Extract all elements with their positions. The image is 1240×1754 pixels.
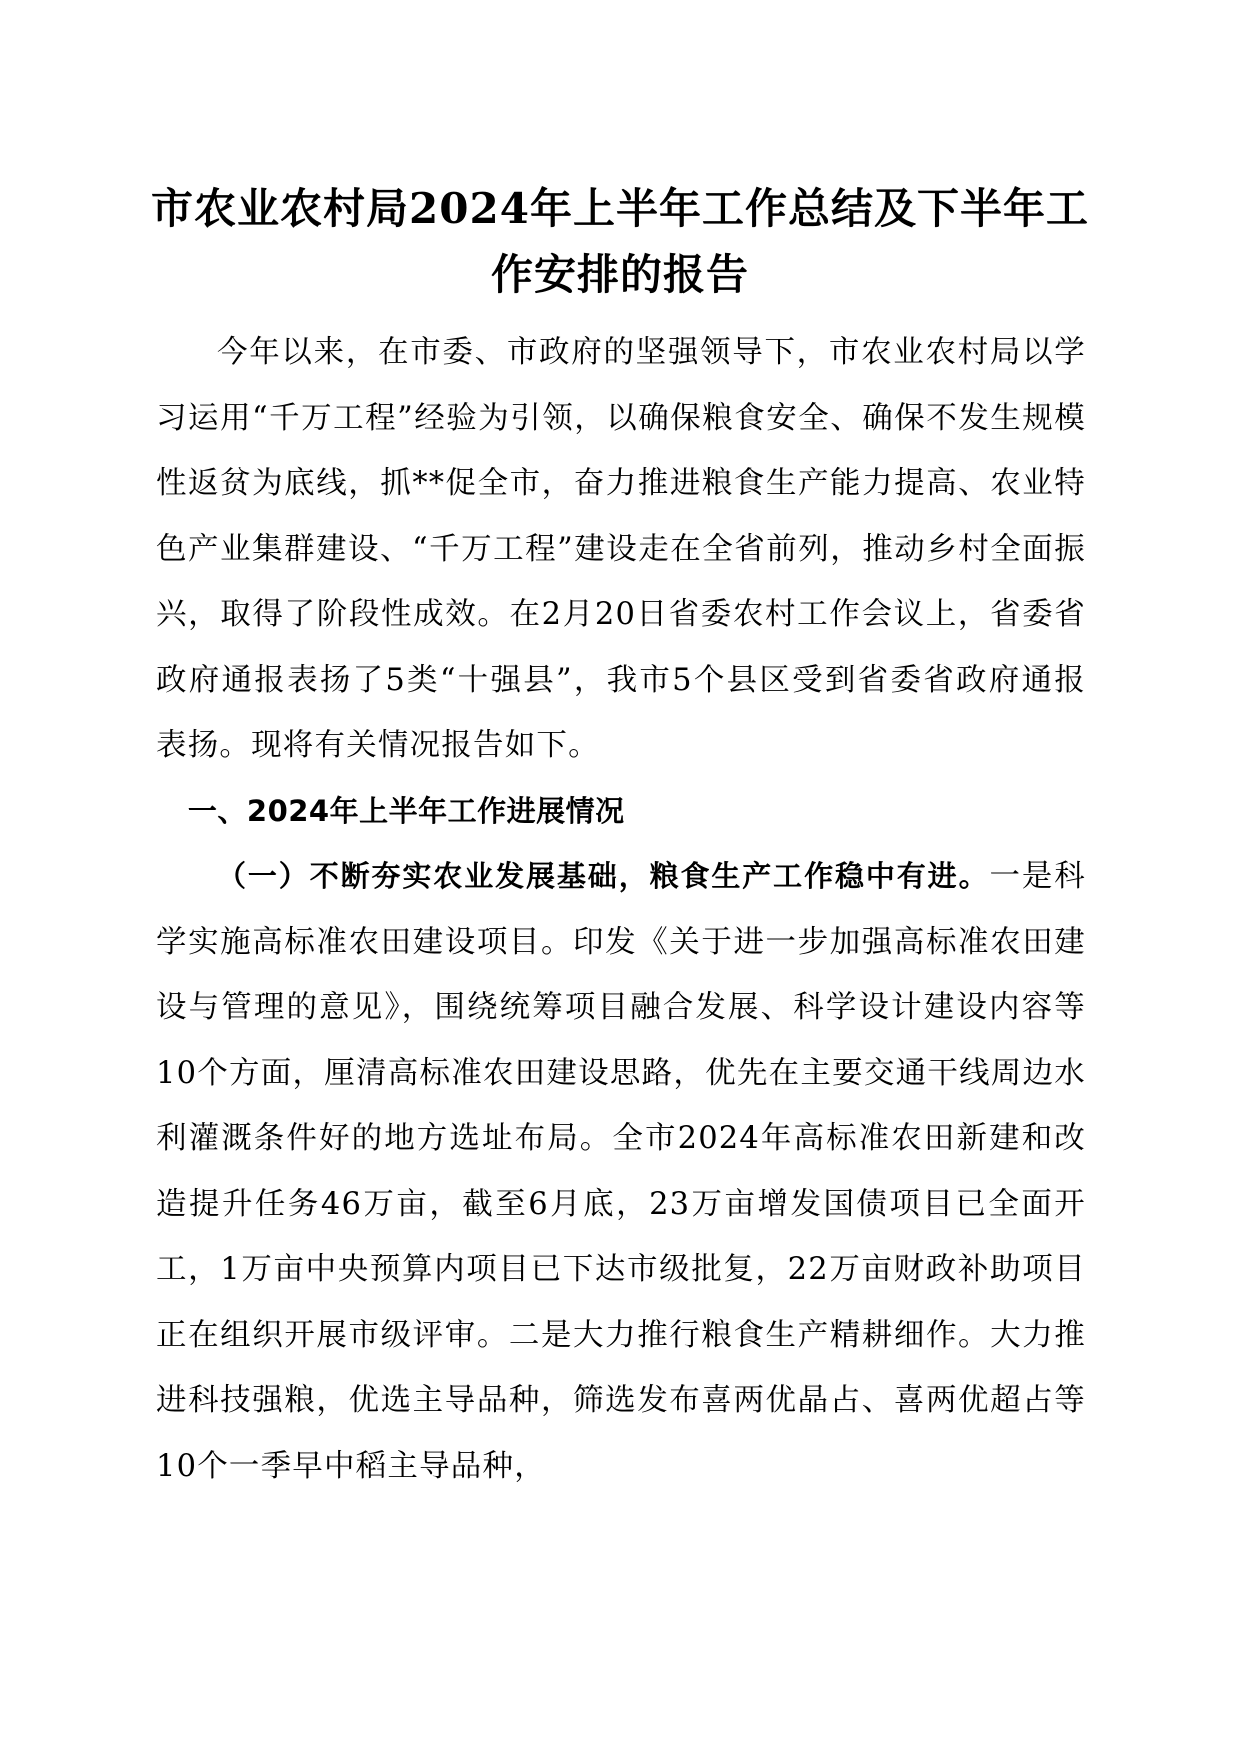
subsection-text: 一是科学实施高标准农田建设项目。印发《关于进一步加强高标准农田建设与管理的意见》，围绕统筹项目融合发展、科学设计建设内容等10个方面，厘清高标准农田建设思路，优先在主要交通干线周边水利灌溉条件好的地方选址布局。全市2024年高标准农田新建和改造提升任务46万亩，截至6月底，23万亩增发国债项目已全面开工，1万亩中央预算内项目已下达市级批复，22万亩财政补助项目正在组织开展市级评审。二是大力推行粮食生产精耕细作。大力推进科技强粮，优选主导品种，筛选发布喜两优晶占、喜两优超占等10个一季早中稻主导品种， xyxy=(156,859,1086,1484)
document-body xyxy=(156,320,1086,1499)
subsection-heading: （一）不断夯实农业发展基础，粮食生产工作稳中有进。 xyxy=(217,859,990,893)
subsection-paragraph xyxy=(156,844,1086,1499)
document-title: 市农业农村局2024年上半年工作总结及下半年工作安排的报告 xyxy=(151,184,1089,299)
section-heading: 一、2024年上半年工作进展情况 xyxy=(187,793,625,828)
intro-paragraph: 今年以来，在市委、市政府的坚强领导下，市农业农村局以学习运用“千万工程”经验为引领，以确保粮食安全、确保不发生规模性返贫为底线，抓**促全市，奋力推进粮食生产能力提高、农业特色产业集群建设、“千万工程”建设走在全省前列，推动乡村全面振兴，取得了阶段性成效。在2月20日省委农村工作会议上，省委省政府通报表扬了5类“十强县”，我市5个县区受到省委省政府通报表扬。现将有关情况报告如下。 xyxy=(156,335,1086,763)
